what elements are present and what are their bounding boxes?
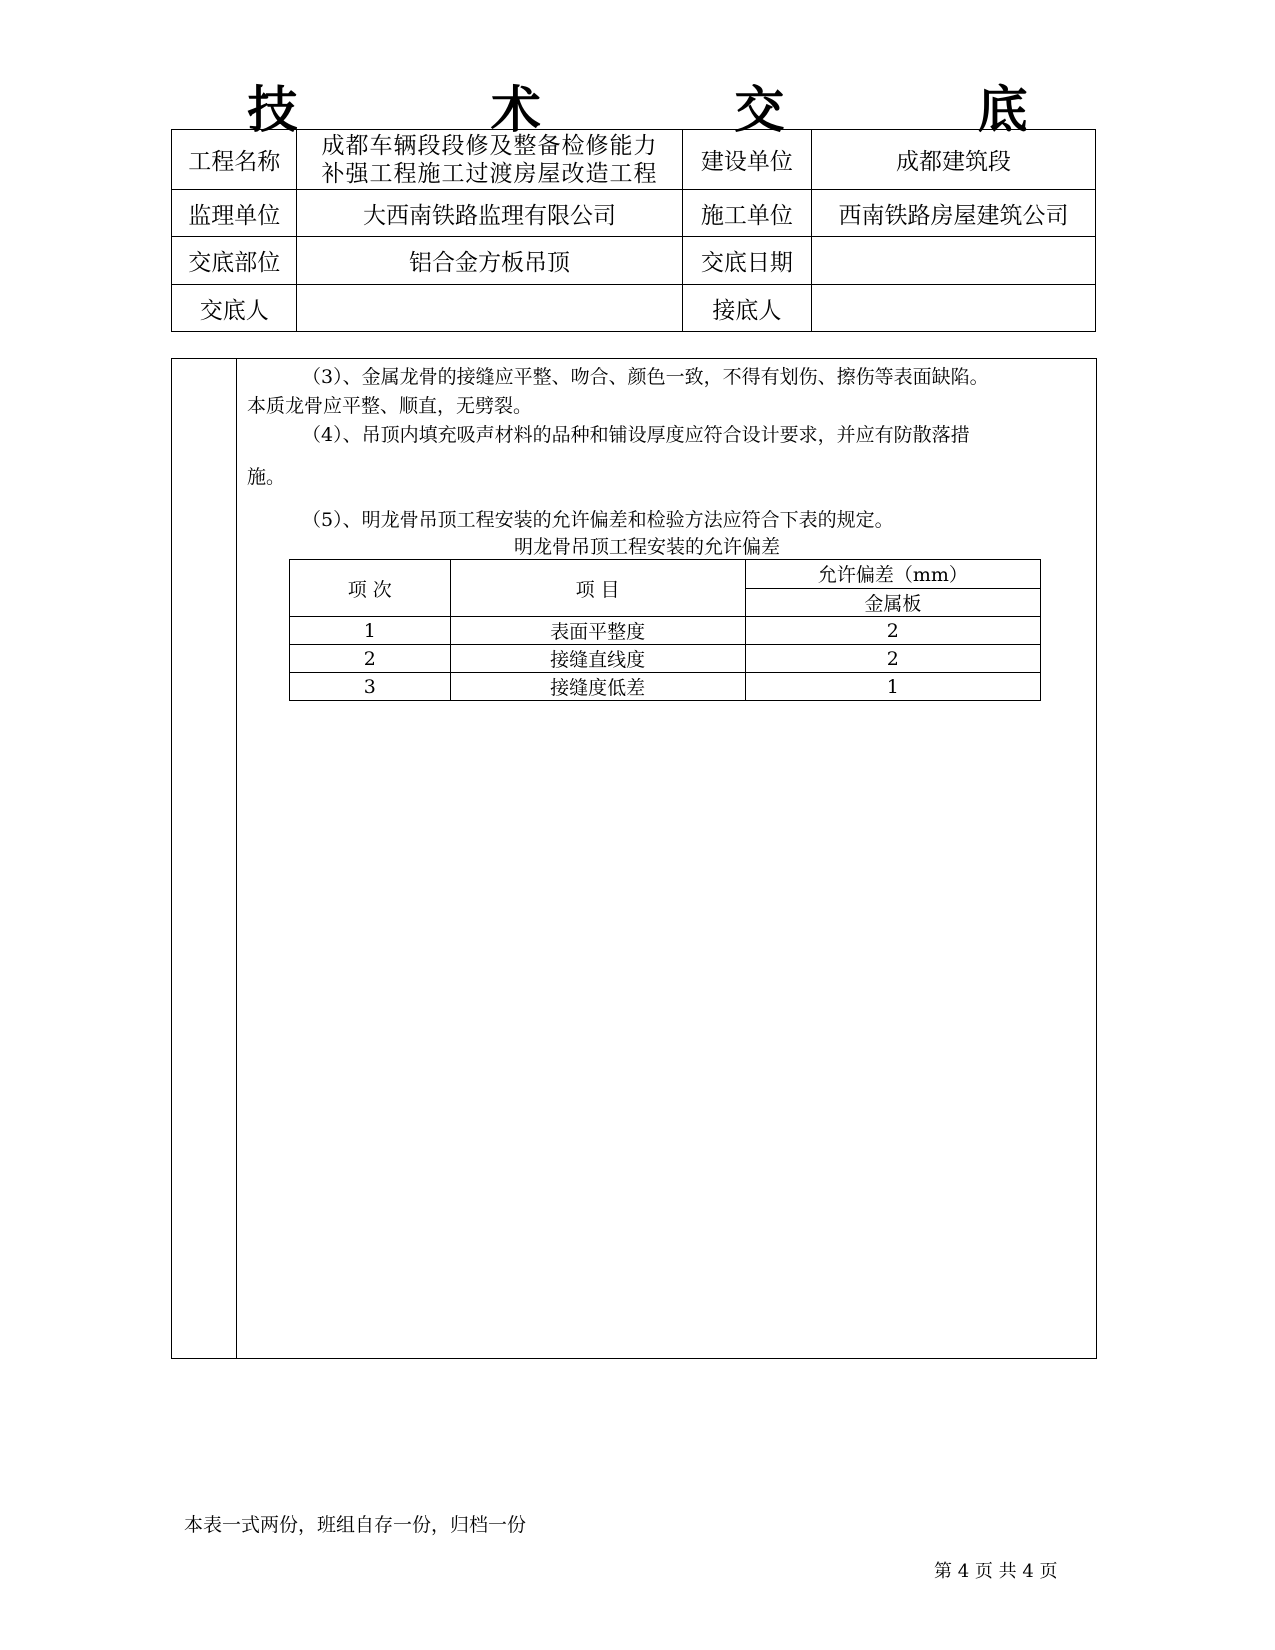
col-tolerance-header: 允许偏差（mm）	[745, 560, 1040, 589]
receiver-value	[812, 285, 1096, 332]
project-name-line2: 补强工程施工过渡房屋改造工程	[321, 160, 658, 187]
location-value: 铝合金方板吊顶	[297, 237, 682, 285]
supervision-unit-value: 大西南铁路监理有限公司	[297, 190, 682, 237]
date-value	[812, 237, 1096, 285]
contractor-label: 施工单位	[682, 190, 811, 237]
content-left-column-divider	[236, 359, 237, 1358]
project-name-cell	[297, 130, 682, 190]
page-number: 第 4 页 共 4 页	[934, 1561, 1058, 1582]
supervision-unit-label: 监理单位	[172, 190, 297, 237]
contractor-value: 西南铁路房屋建筑公司	[812, 190, 1096, 237]
document-title: 技 术 交 底	[247, 81, 1116, 139]
project-name-line1: 成都车辆段段修及整备检修能力	[321, 132, 658, 159]
deviation-table	[289, 559, 1041, 701]
construction-unit-value: 成都建筑段	[812, 130, 1096, 190]
row-index: 3	[290, 673, 451, 701]
col-material-header: 金属板	[745, 588, 1040, 617]
row-item: 表面平整度	[450, 617, 745, 645]
row-item: 接缝度低差	[450, 673, 745, 701]
row-index: 2	[290, 645, 451, 673]
footer-note: 本表一式两份，班组自存一份，归档一份	[184, 1514, 527, 1536]
header-table	[171, 129, 1096, 332]
row-index: 1	[290, 617, 451, 645]
paragraph-3-line2: 本质龙骨应平整、顺直，无劈裂。	[247, 395, 533, 417]
date-label: 交底日期	[682, 237, 811, 285]
col-item-header: 项 目	[450, 560, 745, 617]
paragraph-5-line1: （5）、明龙骨吊顶工程安装的允许偏差和检验方法应符合下表的规定。	[302, 509, 894, 531]
col-index-header: 项 次	[290, 560, 451, 617]
discloser-label: 交底人	[172, 285, 297, 332]
discloser-value	[297, 285, 682, 332]
table-row	[290, 645, 1041, 673]
row-item: 接缝直线度	[450, 645, 745, 673]
table-row	[290, 617, 1041, 645]
construction-unit-label: 建设单位	[682, 130, 811, 190]
row-value: 2	[745, 645, 1040, 673]
row-value: 2	[745, 617, 1040, 645]
location-label: 交底部位	[172, 237, 297, 285]
row-value: 1	[745, 673, 1040, 701]
project-name-label: 工程名称	[172, 130, 297, 190]
receiver-label: 接底人	[682, 285, 811, 332]
table-row	[290, 673, 1041, 701]
paragraph-4-line1: （4）、吊顶内填充吸声材料的品种和铺设厚度应符合设计要求，并应有防散落措	[302, 424, 970, 446]
table-caption: 明龙骨吊顶工程安装的允许偏差	[513, 536, 780, 558]
paragraph-4-line2: 施。	[247, 466, 286, 488]
paragraph-3-line1: （3）、金属龙骨的接缝应平整、吻合、颜色一致，不得有划伤、擦伤等表面缺陷。	[302, 366, 989, 388]
